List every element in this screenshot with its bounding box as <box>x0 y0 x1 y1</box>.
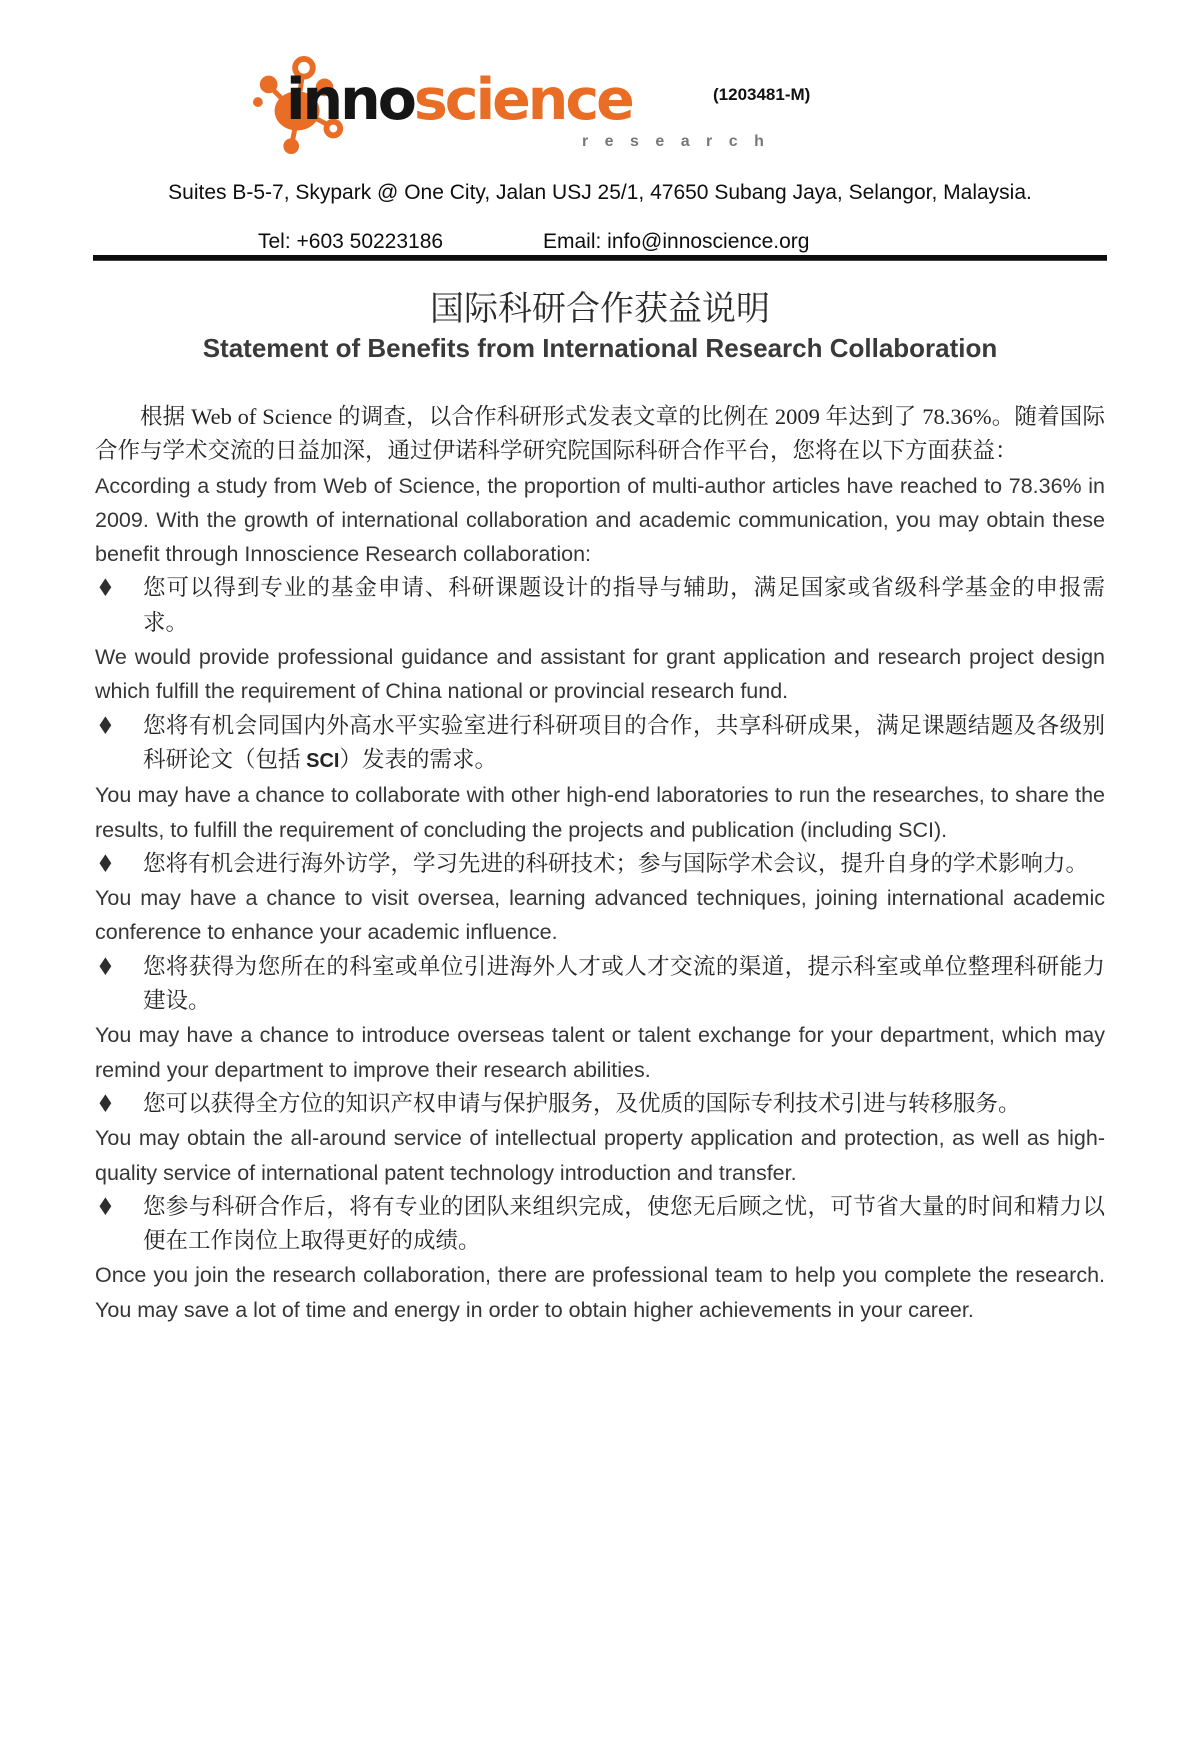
email-address: Email: info@innoscience.org <box>543 230 810 253</box>
diamond-bullet-icon: ♦ <box>96 574 115 603</box>
document-body <box>95 400 1105 1327</box>
benefit-text-zh-pre: 您将有机会同国内外高水平实验室进行科研项目的合作，共享科研成果，满足课题结题及各级别科研论文（包括 <box>143 712 1105 772</box>
company-logo <box>252 50 852 170</box>
benefit-item-zh-5 <box>95 1087 1105 1121</box>
intro-paragraph-en: According a study from Web of Science, the proportion of multi-author articles have reached to 78.36% in 2009. With the growth of international collaboration and academic communication, you may obtain these benefit through Innoscience Research collaboration: <box>95 473 1105 567</box>
benefit-text-zh: 您可以得到专业的基金申请、科研课题设计的指导与辅助，满足国家或省级科学基金的申报需求。 <box>143 575 1105 635</box>
diamond-bullet-icon: ♦ <box>96 711 115 740</box>
logo-text-inno: inno <box>286 67 414 133</box>
benefit-item-en-6: Once you join the research collaboration, there are professional team to help you complete the research. You may save a lot of time and energy in order to obtain higher achievements in your career. <box>95 1263 1105 1322</box>
diamond-bullet-icon: ♦ <box>96 1090 115 1118</box>
benefit-item-en-5: You may obtain the all-around service of intellectual property application and protection, as well as high-quality service of international patent technology introduction and transfer. <box>95 1126 1105 1185</box>
benefit-text-zh-post: ）发表的需求。 <box>339 746 497 772</box>
logo-wordmark <box>286 67 632 133</box>
page-title-zh: 国际科研合作获益说明 <box>430 291 770 328</box>
benefit-item-zh-2 <box>95 709 1105 779</box>
page-title-en: Statement of Benefits from International Research Collaboration <box>202 333 998 363</box>
benefit-text-zh: 您参与科研合作后，将有专业的团队来组织完成，使您无后顾之忧，可节省大量的时间和精力以便在工作岗位上取得更好的成绩。 <box>143 1193 1105 1254</box>
benefit-text-zh: 您可以获得全方位的知识产权申请与保护服务，及优质的国际专利技术引进与转移服务。 <box>143 1090 1021 1116</box>
registration-number: (1203481-M) <box>713 85 811 104</box>
logo-text-science: science <box>413 67 632 133</box>
logo-text-research: r e s e a r c h <box>582 133 770 150</box>
benefit-item-zh-6 <box>95 1190 1105 1259</box>
phone-number: Tel: +603 50223186 <box>258 230 444 253</box>
benefit-text-zh: 您将获得为您所在的科室或单位引进海外人才或人才交流的渠道，提示科室或单位整理科研能力建设。 <box>143 953 1105 1014</box>
intro-paragraph-zh: 根据 Web of Science 的调查，以合作科研形式发表文章的比例在 2009 年达到了 78.36%。随着国际合作与学术交流的日益加深，通过伊诺科学研究院国际科研合作平台，您将在以下方面获益： <box>95 404 1105 464</box>
diamond-bullet-icon: ♦ <box>96 1193 115 1221</box>
diamond-bullet-icon: ♦ <box>96 850 115 878</box>
benefit-item-en-1: We would provide professional guidance and assistant for grant application and research project design which fulfill the requirement of China national or provincial research fund. <box>95 645 1105 704</box>
benefit-item-en-4: You may have a chance to introduce overseas talent or talent exchange for your department, which may remind your department to improve their research abilities. <box>95 1023 1105 1082</box>
benefit-item-zh-1 <box>95 571 1105 640</box>
benefit-item-zh-4 <box>95 950 1105 1019</box>
company-address: Suites B-5-7, Skypark @ One City, Jalan USJ 25/1, 47650 Subang Jaya, Selangor, Malaysia. <box>168 181 1032 204</box>
benefit-item-en-2: You may have a chance to collaborate with other high-end laboratories to run the researches, to share the results, to fulfill the requirement of concluding the projects and publication (including SCI). <box>95 783 1105 842</box>
header-divider <box>93 255 1107 261</box>
benefit-text-zh-bold: SCI <box>306 749 340 772</box>
benefit-text-zh: 您将有机会进行海外访学，学习先进的科研技术；参与国际学术会议，提升自身的学术影响力。 <box>143 850 1089 876</box>
diamond-bullet-icon: ♦ <box>96 952 115 981</box>
benefit-item-en-3: You may have a chance to visit oversea, learning advanced techniques, joining international academic conference to enhance your academic influence. <box>95 886 1105 945</box>
benefit-item-zh-3 <box>95 847 1105 881</box>
